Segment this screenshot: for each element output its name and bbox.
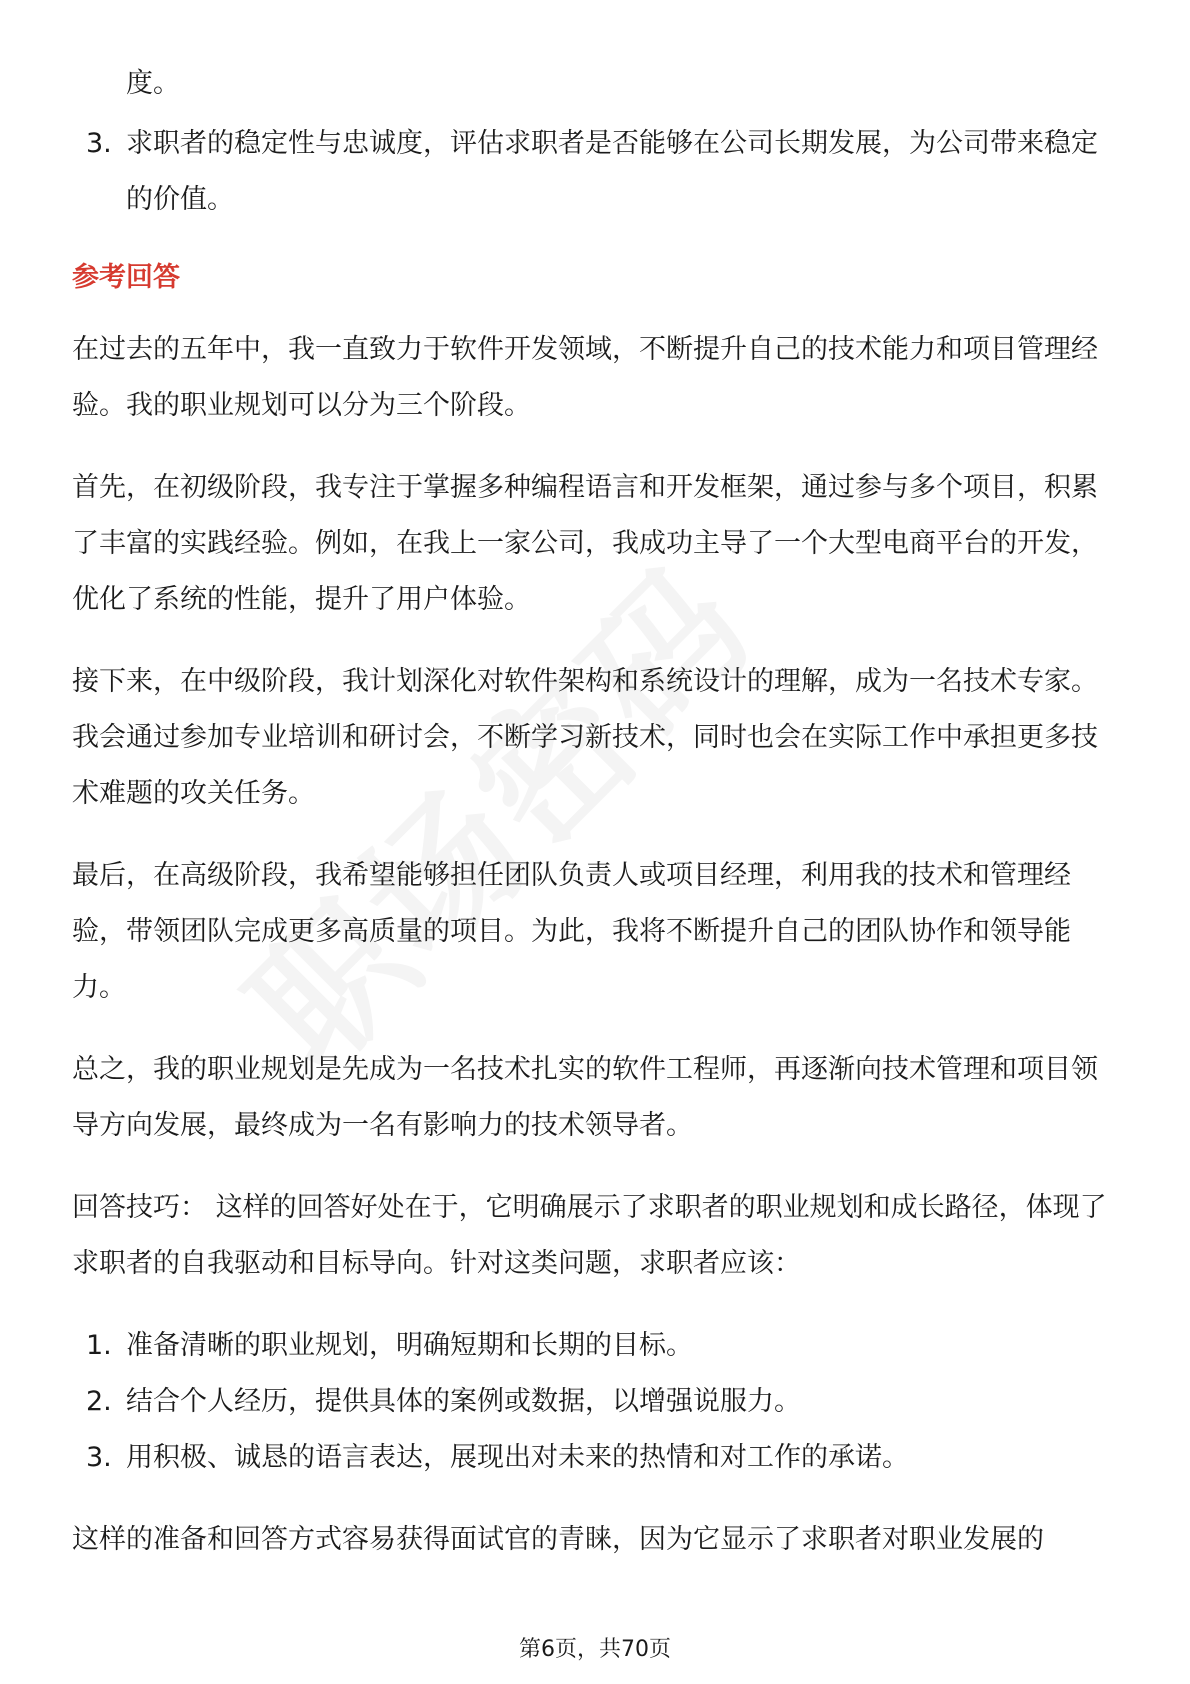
list-item-number: 3. <box>86 1442 112 1473</box>
answer-paragraph-senior: 最后，在高级阶段，我希望能够担任团队负责人或项目经理，利用我的技术和管理经验，带领团队完成更多高质量的项目。为此，我将不断提升自己的团队协作和领导能力。 <box>72 860 1071 1003</box>
document-content <box>72 56 1122 1568</box>
page-number-footer: 第6页，共70页 <box>519 1637 671 1662</box>
answer-paragraph-summary: 总之，我的职业规划是先成为一名技术扎实的软件工程师，再逐渐向技术管理和项目领导方向发展，最终成为一名有影响力的技术领导者。 <box>72 1054 1098 1141</box>
list-item <box>72 116 1122 228</box>
closing-paragraph: 这样的准备和回答方式容易获得面试官的青睐，因为它显示了求职者对职业发展的 <box>72 1524 1044 1555</box>
list-item-number: 2. <box>86 1386 112 1417</box>
section-heading: 参考回答 <box>72 262 180 293</box>
answer-paragraph-intro: 在过去的五年中，我一直致力于软件开发领域，不断提升自己的技术能力和项目管理经验。我的职业规划可以分为三个阶段。 <box>72 334 1098 421</box>
evaluation-list <box>72 116 1122 228</box>
document-page <box>72 60 1122 1594</box>
tips-list <box>72 1318 1122 1486</box>
list-item-text: 用积极、诚恳的语言表达，展现出对未来的热情和对工作的承诺。 <box>126 1442 909 1473</box>
answer-paragraph-junior: 首先，在初级阶段，我专注于掌握多种编程语言和开发框架，通过参与多个项目，积累了丰富的实践经验。例如，在我上一家公司，我成功主导了一个大型电商平台的开发，优化了系统的性能，提升了用户体验。 <box>72 472 1098 615</box>
answer-paragraph-mid: 接下来，在中级阶段，我计划深化对软件架构和系统设计的理解，成为一名技术专家。我会通过参加专业培训和研讨会，不断学习新技术，同时也会在实际工作中承担更多技术难题的攻关任务。 <box>72 666 1098 809</box>
list-item-continuation: 度。 <box>126 68 180 99</box>
tips-paragraph: 回答技巧： 这样的回答好处在于，它明确展示了求职者的职业规划和成长路径，体现了求职者的自我驱动和目标导向。针对这类问题，求职者应该： <box>72 1192 1107 1279</box>
list-item-text: 结合个人经历，提供具体的案例或数据，以增强说服力。 <box>126 1386 801 1417</box>
list-item-text: 求职者的稳定性与忠诚度，评估求职者是否能够在公司长期发展，为公司带来稳定的价值。 <box>126 128 1098 215</box>
list-item <box>72 1374 1122 1430</box>
list-item-text: 准备清晰的职业规划，明确短期和长期的目标。 <box>126 1330 693 1361</box>
list-item-number: 1. <box>86 1330 112 1361</box>
list-item <box>72 1318 1122 1374</box>
list-item-number: 3. <box>86 128 112 159</box>
list-item <box>72 1430 1122 1486</box>
